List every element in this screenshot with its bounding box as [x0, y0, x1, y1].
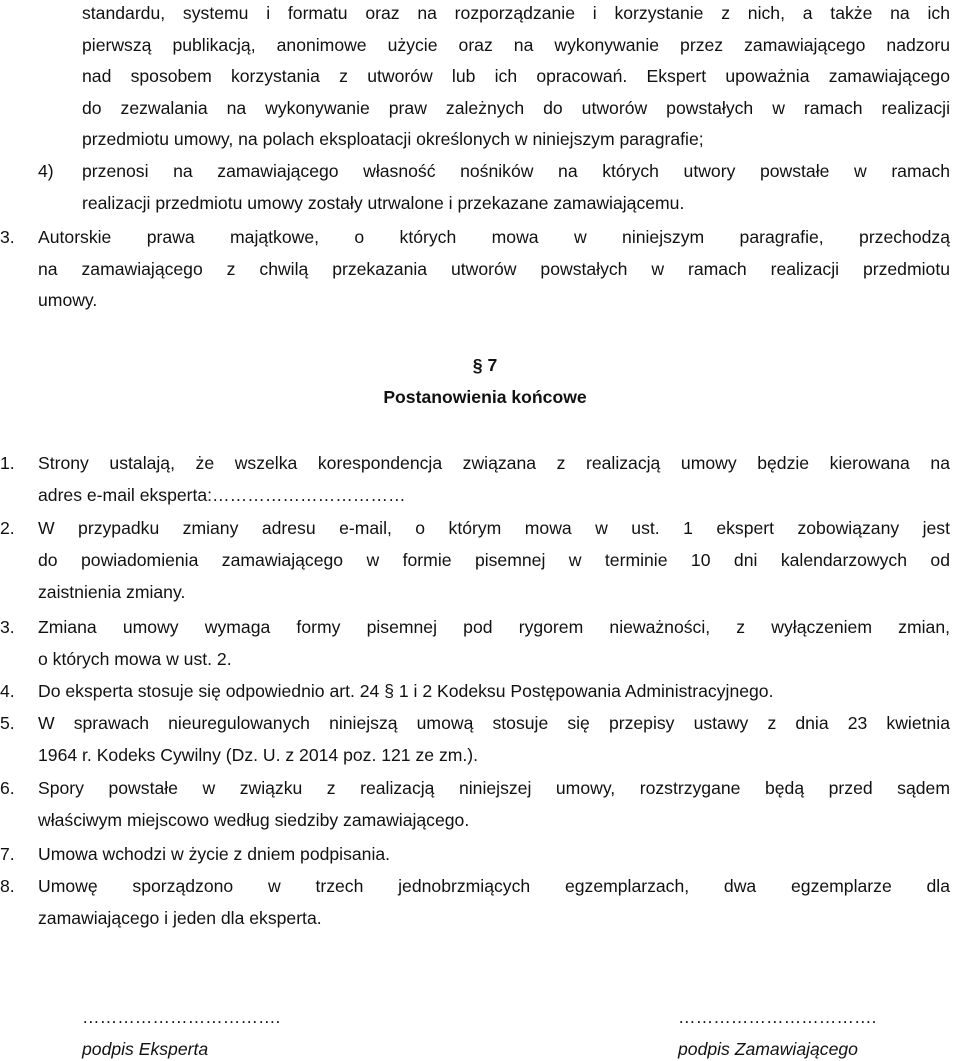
text-line: przenosi na zamawiającego własność nośników na których utwory powstałe w ramach [82, 161, 950, 181]
item-number: 4) [38, 161, 54, 181]
section-number: § 7 [472, 355, 498, 375]
text-line: nad sposobem korzystania z utworów lub ich opracowań. Ekspert upoważnia zamawiającego [82, 66, 950, 86]
text-line: zamawiającego i jeden dla eksperta. [38, 908, 322, 928]
text-line: właściwym miejscowo według siedziby zamawiającego. [38, 810, 470, 830]
signature-label: podpis Eksperta [82, 1039, 209, 1059]
text-line: pierwszą publikacją, anonimowe użycie oraz na wykonywanie przez zamawiającego nadzoru [82, 35, 950, 55]
text-line: do zezwalania na wykonywanie praw zależnych do utworów powstałych w ramach realizacji [82, 98, 950, 118]
text-line: adres e-mail eksperta:…………………………… [38, 485, 406, 505]
text-line: Zmiana umowy wymaga formy pisemnej pod rygorem nieważności, z wyłączeniem zmian, [38, 617, 950, 637]
text-line: Strony ustalają, że wszelka korespondencja związana z realizacją umowy będzie kierowana na [38, 453, 950, 473]
text-line: Spory powstałe w związku z realizacją niniejszej umowy, rozstrzygane będą przed sądem [38, 778, 950, 798]
text-line: standardu, systemu i formatu oraz na rozporządzanie i korzystanie z nich, a także na ich [82, 3, 950, 23]
item-number: 3. [0, 227, 15, 247]
item-number: 7. [0, 844, 15, 864]
text-line: przedmiotu umowy, na polach eksploatacji określonych w niniejszym paragrafie; [82, 129, 704, 149]
text-line: na zamawiającego z chwilą przekazania utworów powstałych w ramach realizacji przedmiotu [38, 259, 950, 279]
text-line: Umowa wchodzi w życie z dniem podpisania. [38, 844, 391, 864]
item-number: 4. [0, 681, 15, 701]
signature-dots: ……………………………. [82, 1007, 281, 1027]
item-number: 8. [0, 876, 15, 896]
section-title: Postanowienia końcowe [383, 387, 587, 407]
item-number: 5. [0, 713, 15, 733]
item-number: 2. [0, 518, 15, 538]
text-line: do powiadomienia zamawiającego w formie pisemnej w terminie 10 dni kalendarzowych od [38, 550, 950, 570]
signature-dots: ……………………………. [678, 1007, 877, 1027]
text-line: realizacji przedmiotu umowy zostały utrwalone i przekazane zamawiającemu. [82, 193, 685, 213]
text-line: Do eksperta stosuje się odpowiednio art. 24 § 1 i 2 Kodeksu Postępowania Administracyjnego. [38, 681, 774, 701]
text-line: Umowę sporządzono w trzech jednobrzmiących egzemplarzach, dwa egzemplarze dla [38, 876, 950, 896]
text-line: o których mowa w ust. 2. [38, 649, 232, 669]
item-number: 3. [0, 617, 15, 637]
item-number: 1. [0, 453, 15, 473]
text-line: 1964 r. Kodeks Cywilny (Dz. U. z 2014 poz. 121 ze zm.). [38, 745, 479, 765]
text-line: zaistnienia zmiany. [38, 582, 186, 602]
item-number: 6. [0, 778, 15, 798]
signature-label: podpis Zamawiającego [678, 1039, 858, 1059]
text-line: W przypadku zmiany adresu e-mail, o którym mowa w ust. 1 ekspert zobowiązany jest [38, 518, 950, 538]
text-line: Autorskie prawa majątkowe, o których mowa w niniejszym paragrafie, przechodzą [38, 227, 950, 247]
text-line: W sprawach nieuregulowanych niniejszą umową stosuje się przepisy ustawy z dnia 23 kwietnia [38, 713, 950, 733]
text-line: umowy. [38, 290, 98, 310]
